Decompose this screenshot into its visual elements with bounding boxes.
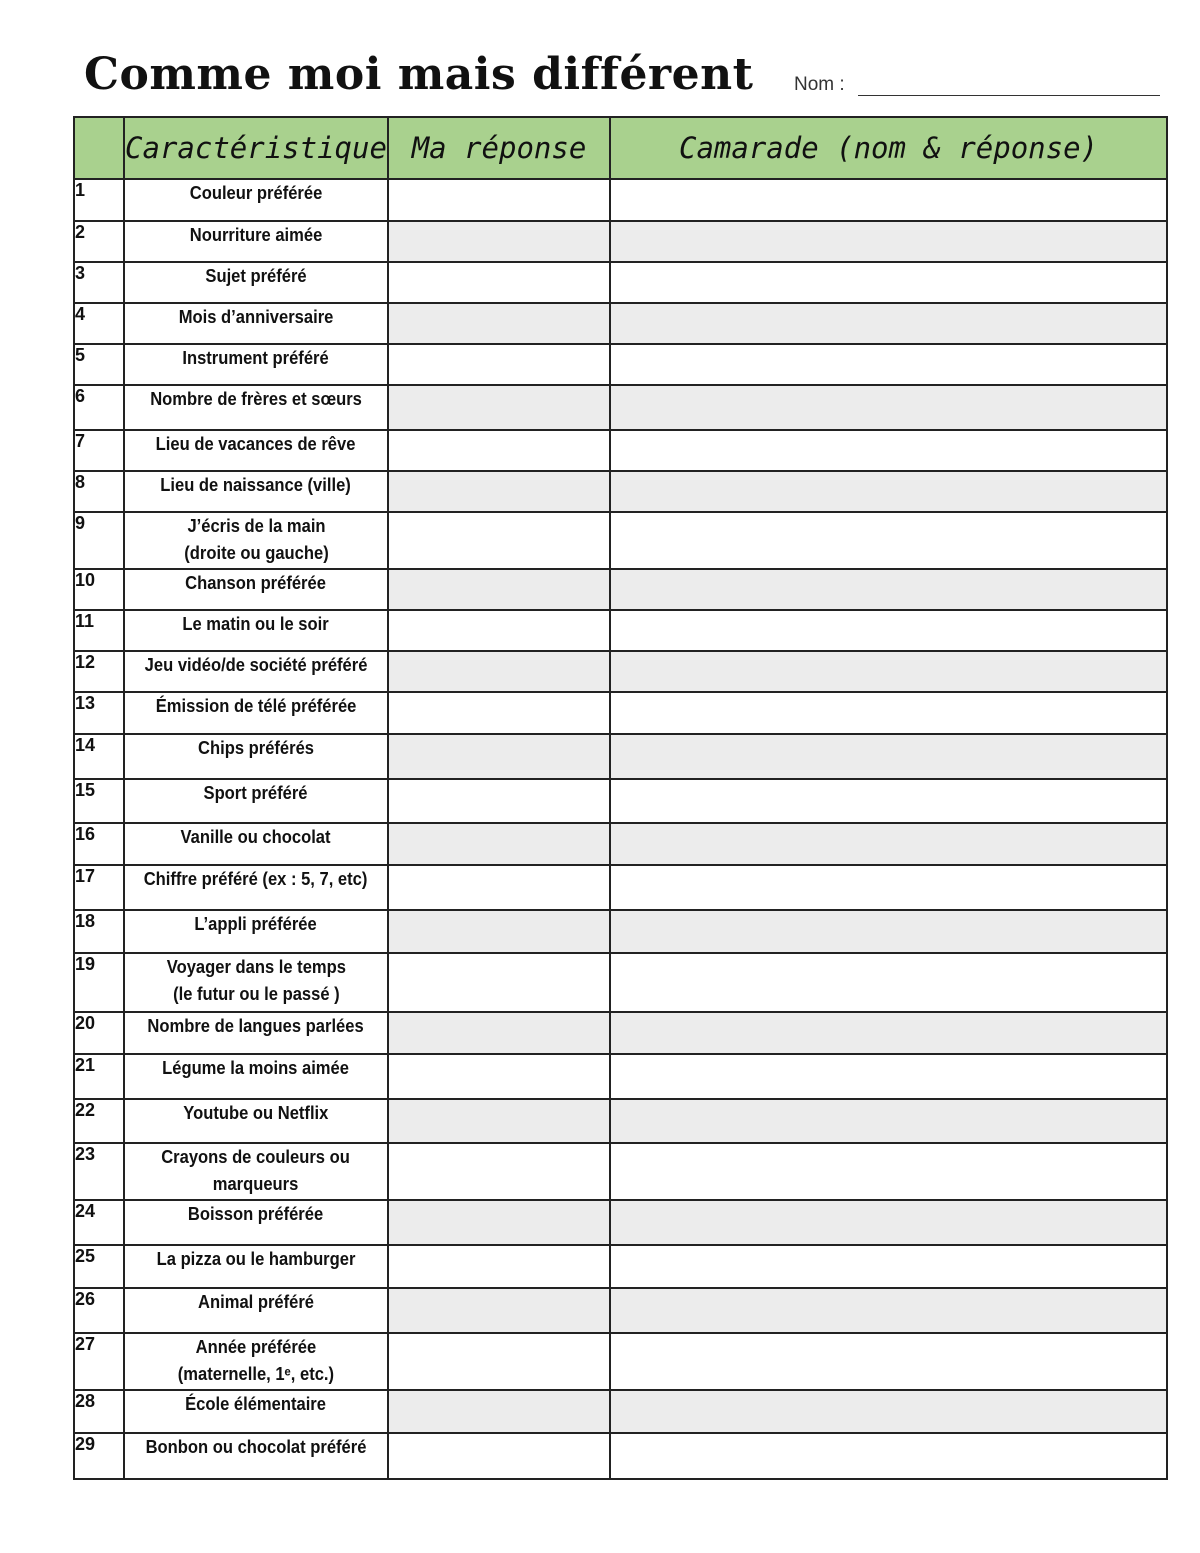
classmate-answer-cell[interactable] [610,221,1167,262]
my-answer-cell[interactable] [388,471,610,512]
table-row [74,512,1167,569]
table-row [74,221,1167,262]
table-row [74,953,1167,1012]
my-answer-cell[interactable] [388,610,610,651]
header-number [74,117,124,179]
characteristic-label: Voyager dans le temps (le futur ou le passé ) [166,957,346,1004]
classmate-answer-cell[interactable] [610,179,1167,221]
characteristic-label: École élémentaire [185,1394,327,1414]
my-answer-cell[interactable] [388,262,610,303]
classmate-answer-cell[interactable] [610,1099,1167,1143]
characteristic-cell [124,1245,388,1288]
characteristic-label: L’appli préférée [194,914,318,934]
row-number: 19 [74,953,124,1012]
characteristic-cell [124,1143,388,1200]
classmate-answer-cell[interactable] [610,344,1167,385]
characteristic-label: Légume la moins aimée [162,1058,350,1078]
row-number: 20 [74,1012,124,1054]
row-number: 26 [74,1288,124,1333]
characteristic-cell [124,303,388,344]
classmate-answer-cell[interactable] [610,385,1167,430]
table-row [74,1288,1167,1333]
characteristic-cell [124,779,388,823]
classmate-answer-cell[interactable] [610,910,1167,953]
table-row [74,1200,1167,1245]
row-number: 5 [74,344,124,385]
classmate-answer-cell[interactable] [610,953,1167,1012]
my-answer-cell[interactable] [388,221,610,262]
row-number: 25 [74,1245,124,1288]
characteristic-label: Nourriture aimée [189,225,323,245]
my-answer-cell[interactable] [388,1433,610,1479]
characteristic-cell [124,262,388,303]
characteristic-cell [124,430,388,471]
table-row [74,385,1167,430]
row-number: 3 [74,262,124,303]
characteristic-cell [124,1433,388,1479]
table-row [74,779,1167,823]
table-row [74,610,1167,651]
characteristic-cell [124,385,388,430]
table-row [74,1390,1167,1433]
my-answer-cell[interactable] [388,779,610,823]
characteristic-label: Couleur préférée [189,183,323,203]
row-number: 13 [74,692,124,734]
my-answer-cell[interactable] [388,910,610,953]
classmate-answer-cell[interactable] [610,1200,1167,1245]
table-row [74,569,1167,610]
characteristic-label: Boisson préférée [188,1204,324,1224]
row-number: 17 [74,865,124,910]
header-characteristic: Caractéristique [124,117,388,179]
row-number: 29 [74,1433,124,1479]
characteristic-label: Nombre de langues parlées [147,1016,365,1036]
characteristic-cell [124,1012,388,1054]
characteristic-label: Jeu vidéo/de société préféré [144,655,368,675]
classmate-answer-cell[interactable] [610,610,1167,651]
table-row [74,1245,1167,1288]
my-answer-cell[interactable] [388,1054,610,1099]
my-answer-cell[interactable] [388,303,610,344]
classmate-answer-cell[interactable] [610,1245,1167,1288]
row-number: 14 [74,734,124,779]
classmate-answer-cell[interactable] [610,1143,1167,1200]
row-number: 7 [74,430,124,471]
classmate-answer-cell[interactable] [610,779,1167,823]
characteristic-label: Lieu de naissance (ville) [160,475,352,495]
my-answer-cell[interactable] [388,569,610,610]
classmate-answer-cell[interactable] [610,1288,1167,1333]
characteristic-label: Youtube ou Netflix [183,1103,329,1123]
characteristic-label: Émission de télé préférée [155,696,357,716]
classmate-answer-cell[interactable] [610,569,1167,610]
classmate-answer-cell[interactable] [610,1054,1167,1099]
table-row [74,1333,1167,1390]
my-answer-cell[interactable] [388,823,610,865]
table-row [74,910,1167,953]
my-answer-cell[interactable] [388,1012,610,1054]
my-answer-cell[interactable] [388,179,610,221]
row-number: 22 [74,1099,124,1143]
table-body [74,179,1167,1479]
characteristic-cell [124,512,388,569]
characteristic-cell [124,179,388,221]
classmate-answer-cell[interactable] [610,865,1167,910]
characteristic-cell [124,692,388,734]
classmate-answer-cell[interactable] [610,262,1167,303]
characteristic-label: Le matin ou le soir [182,614,330,634]
my-answer-cell[interactable] [388,865,610,910]
characteristic-cell [124,471,388,512]
table-row [74,1054,1167,1099]
characteristic-label: J’écris de la main (droite ou gauche) [183,516,329,563]
characteristic-label: Chips préférés [198,738,314,758]
header-my-answer: Ma réponse [388,117,610,179]
table-row [74,1433,1167,1479]
row-number: 16 [74,823,124,865]
row-number: 4 [74,303,124,344]
classmate-answer-cell[interactable] [610,1333,1167,1390]
table-row [74,344,1167,385]
page-title: Comme moi mais différent [84,49,754,100]
name-input-line[interactable] [858,95,1160,96]
characteristic-cell [124,1288,388,1333]
characteristic-label: Vanille ou chocolat [180,827,331,847]
my-answer-cell[interactable] [388,385,610,430]
row-number: 9 [74,512,124,569]
characteristic-label: Mois d’anniversaire [178,307,334,327]
header-classmate: Camarade (nom & réponse) [610,117,1167,179]
row-number: 28 [74,1390,124,1433]
characteristic-cell [124,344,388,385]
classmate-answer-cell[interactable] [610,651,1167,692]
worksheet-table [73,116,1168,1480]
classmate-answer-cell[interactable] [610,692,1167,734]
table-row [74,692,1167,734]
characteristic-cell [124,953,388,1012]
characteristic-cell [124,1390,388,1433]
my-answer-cell[interactable] [388,651,610,692]
row-number: 11 [74,610,124,651]
table-row [74,651,1167,692]
header-row [74,117,1167,179]
my-answer-cell[interactable] [388,1288,610,1333]
table-row [74,734,1167,779]
characteristic-cell [124,1200,388,1245]
my-answer-cell[interactable] [388,512,610,569]
table-row [74,823,1167,865]
characteristic-cell [124,651,388,692]
characteristic-cell [124,569,388,610]
row-number: 2 [74,221,124,262]
characteristic-cell [124,823,388,865]
row-number: 23 [74,1143,124,1200]
classmate-answer-cell[interactable] [610,430,1167,471]
row-number: 10 [74,569,124,610]
classmate-answer-cell[interactable] [610,1433,1167,1479]
characteristic-cell [124,910,388,953]
characteristic-label: Bonbon ou chocolat préféré [145,1437,367,1457]
classmate-answer-cell[interactable] [610,1012,1167,1054]
table-row [74,1012,1167,1054]
my-answer-cell[interactable] [388,1099,610,1143]
my-answer-cell[interactable] [388,1200,610,1245]
my-answer-cell[interactable] [388,1245,610,1288]
row-number: 21 [74,1054,124,1099]
classmate-answer-cell[interactable] [610,512,1167,569]
table-row [74,262,1167,303]
my-answer-cell[interactable] [388,344,610,385]
row-number: 6 [74,385,124,430]
characteristic-label: Sujet préféré [205,266,307,286]
characteristic-label: La pizza ou le hamburger [156,1249,356,1269]
row-number: 1 [74,179,124,221]
classmate-answer-cell[interactable] [610,734,1167,779]
characteristic-cell [124,1099,388,1143]
row-number: 8 [74,471,124,512]
my-answer-cell[interactable] [388,1333,610,1390]
table-row [74,303,1167,344]
row-number: 12 [74,651,124,692]
characteristic-cell [124,865,388,910]
my-answer-cell[interactable] [388,953,610,1012]
table-row [74,471,1167,512]
characteristic-label: Chanson préférée [185,573,327,593]
characteristic-label: Lieu de vacances de rêve [156,434,356,454]
characteristic-cell [124,734,388,779]
row-number: 27 [74,1333,124,1390]
characteristic-label: Crayons de couleurs ou marqueurs [161,1147,351,1194]
table-row [74,179,1167,221]
characteristic-cell [124,221,388,262]
characteristic-cell [124,1333,388,1390]
characteristic-label: Animal préféré [198,1292,314,1312]
characteristic-label: Année préférée (maternelle, 1ᵉ, etc.) [177,1337,335,1384]
characteristic-label: Chiffre préféré (ex : 5, 7, etc) [144,869,368,889]
classmate-answer-cell[interactable] [610,1390,1167,1433]
characteristic-label: Nombre de frères et sœurs [150,389,362,409]
my-answer-cell[interactable] [388,1390,610,1433]
characteristic-label: Instrument préféré [182,348,330,368]
classmate-answer-cell[interactable] [610,823,1167,865]
characteristic-label: Sport préféré [204,783,308,803]
my-answer-cell[interactable] [388,1143,610,1200]
table-row [74,1099,1167,1143]
name-label: Nom : [794,74,845,95]
my-answer-cell[interactable] [388,734,610,779]
row-number: 24 [74,1200,124,1245]
characteristic-cell [124,610,388,651]
row-number: 15 [74,779,124,823]
my-answer-cell[interactable] [388,430,610,471]
my-answer-cell[interactable] [388,692,610,734]
table-row [74,865,1167,910]
table-row [74,430,1167,471]
characteristic-cell [124,1054,388,1099]
table-row [74,1143,1167,1200]
classmate-answer-cell[interactable] [610,303,1167,344]
row-number: 18 [74,910,124,953]
classmate-answer-cell[interactable] [610,471,1167,512]
